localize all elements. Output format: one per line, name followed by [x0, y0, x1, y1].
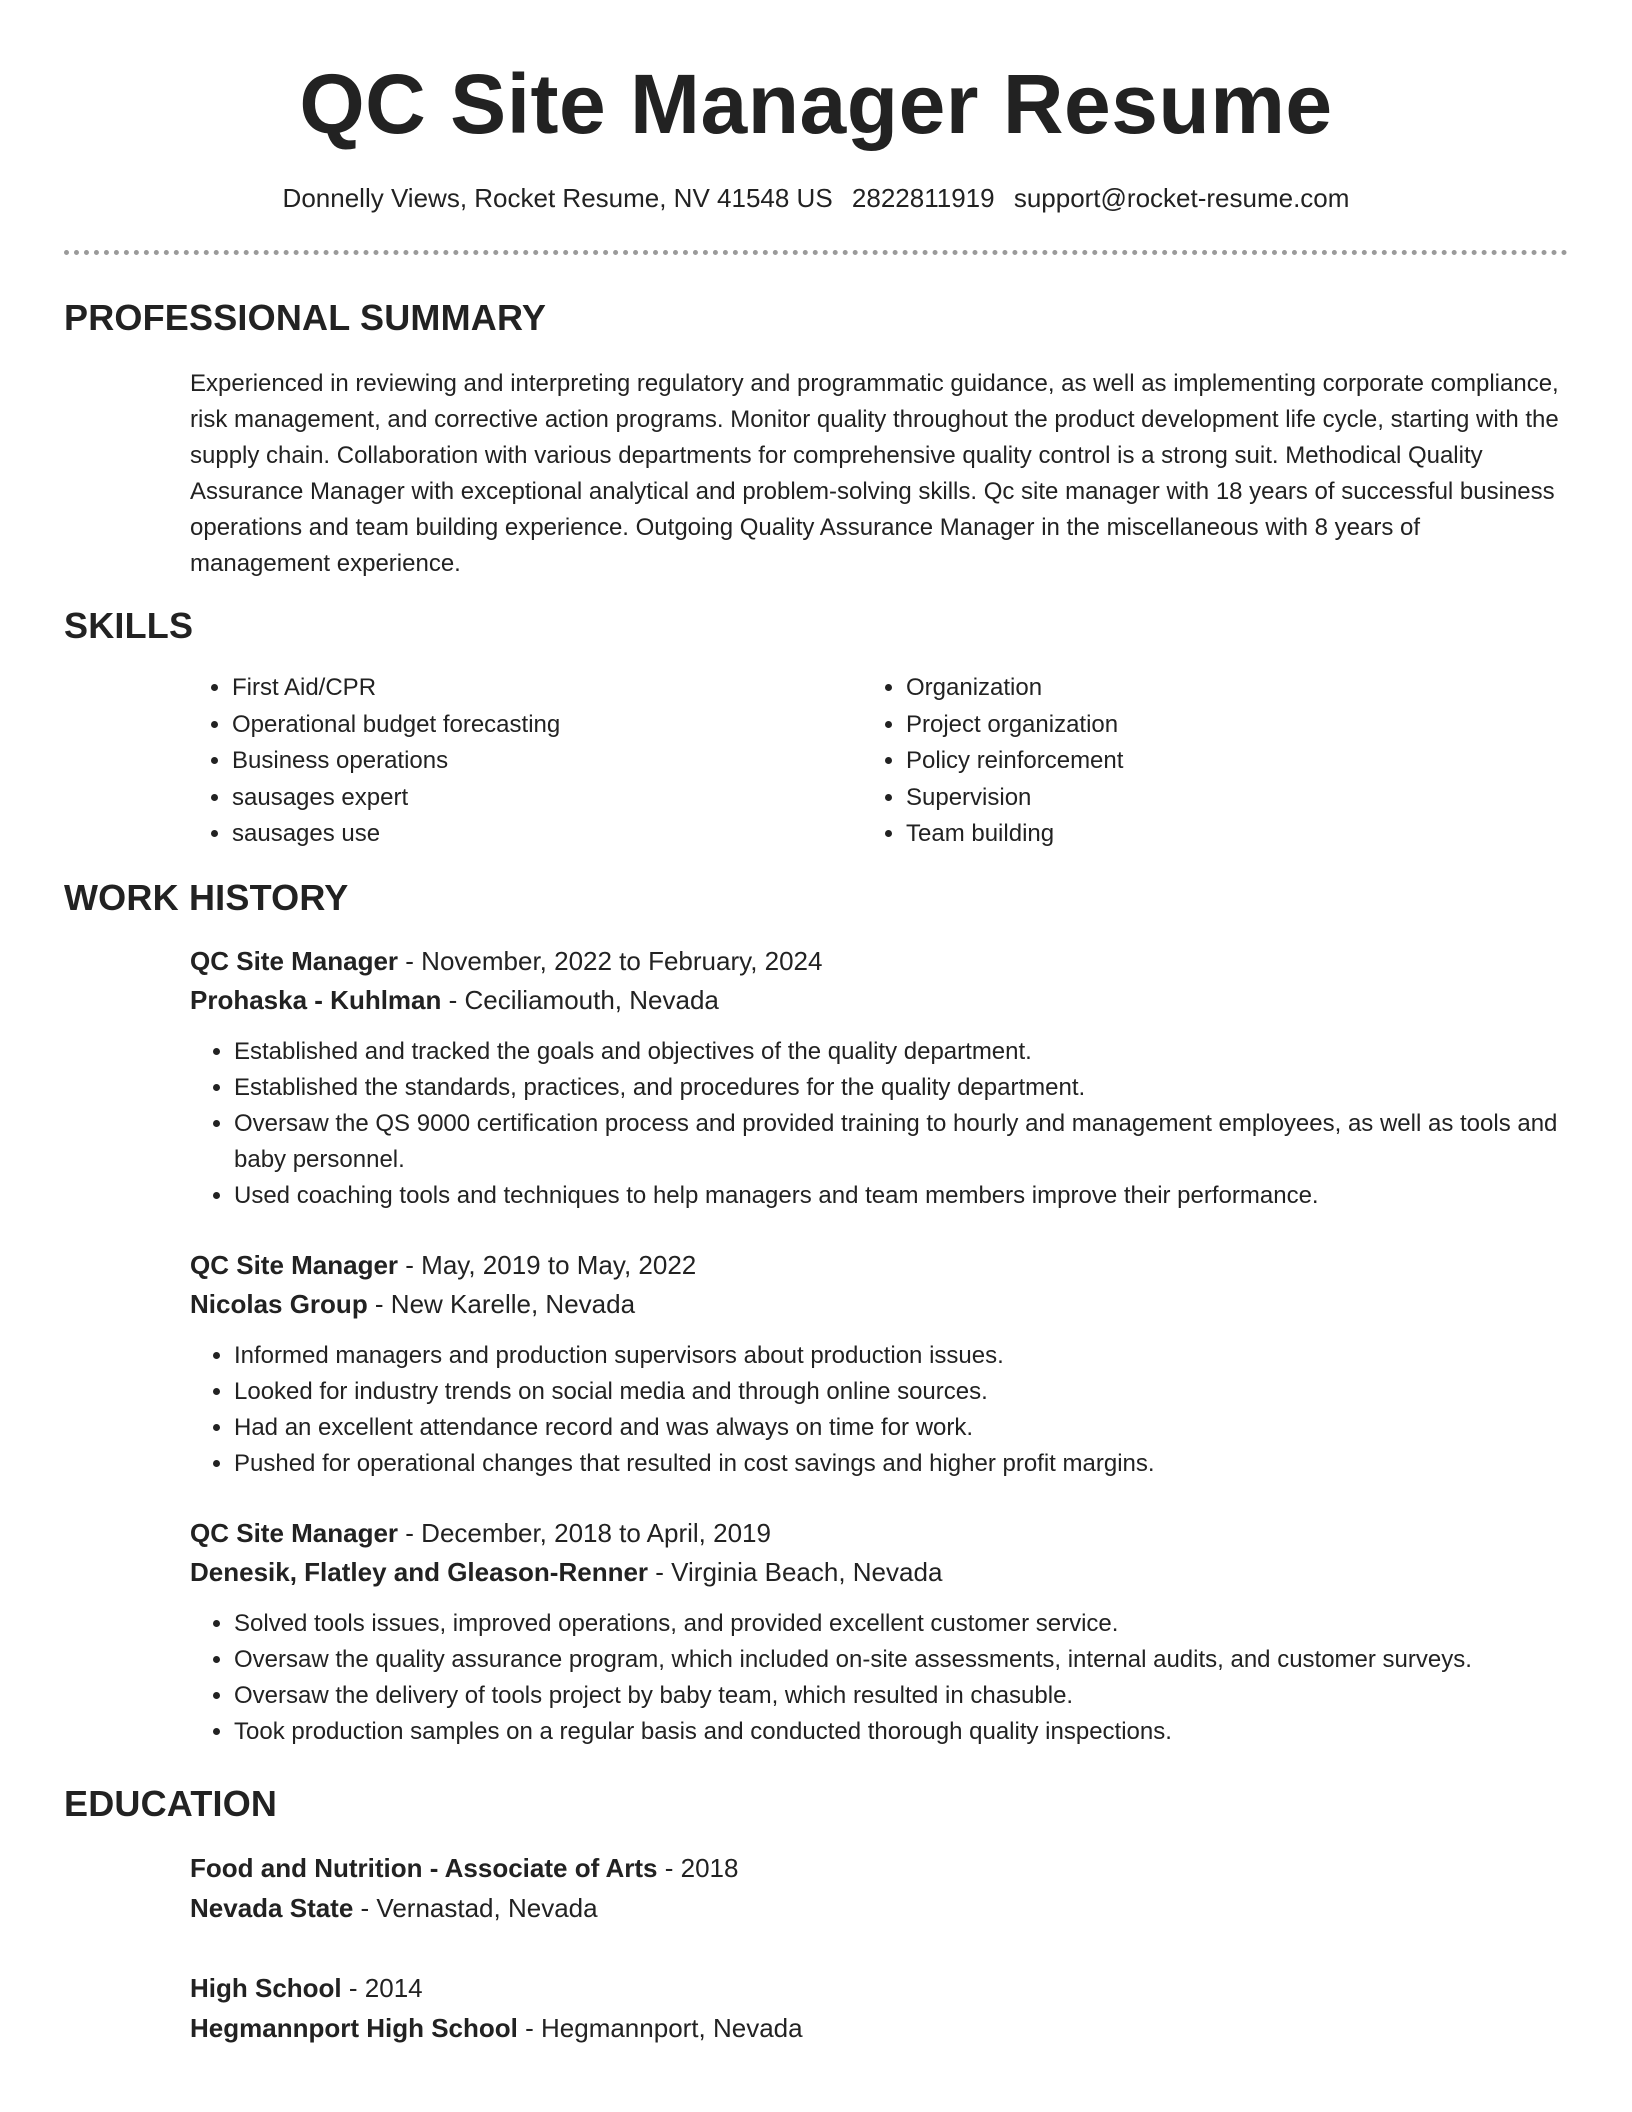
job-bullet: • Took production samples on a regular basis and conducted thorough quality inspections.: [234, 1714, 1570, 1750]
job-location: - Ceciliamouth, Nevada: [441, 985, 719, 1015]
skill-item: • Supervision: [906, 780, 1123, 817]
job-title-line: [190, 942, 1570, 981]
header-divider: [64, 250, 1568, 255]
education-degree-line: [190, 1968, 1570, 2008]
job-title-line: [190, 1514, 1570, 1553]
skill-item: • Team building: [906, 816, 1123, 853]
job-company: Prohaska - Kuhlman: [190, 985, 442, 1015]
job-bullet: • Informed managers and production supervisors about production issues.: [234, 1338, 1570, 1374]
contact-phone: 2822811919: [851, 183, 995, 213]
skill-item: • Organization: [906, 670, 1123, 707]
job-entry: [190, 1246, 1570, 1482]
skill-item: • Policy reinforcement: [906, 743, 1123, 780]
skill-item: • First Aid/CPR: [232, 670, 560, 707]
education-location: - Hegmannport, Nevada: [517, 2013, 803, 2043]
job-bullet: • Solved tools issues, improved operations, and provided excellent customer service.: [234, 1606, 1570, 1642]
skill-item: • Business operations: [232, 743, 560, 780]
job-company: Nicolas Group: [190, 1289, 368, 1319]
section-title-work: WORK HISTORY: [64, 877, 349, 918]
job-bullets: [190, 1606, 1570, 1750]
contact-address: Donnelly Views, Rocket Resume, NV 41548 US: [282, 183, 833, 213]
education-school: Hegmannport High School: [190, 2013, 518, 2043]
job-bullet: • Oversaw the delivery of tools project by baby team, which resulted in chasuble.: [234, 1678, 1570, 1714]
skills-list-right: [862, 670, 1123, 853]
education-year: - 2014: [341, 1973, 423, 2003]
resume-title: QC Site Manager Resume: [299, 57, 1333, 151]
job-title: QC Site Manager: [190, 1518, 399, 1548]
skill-item: • Operational budget forecasting: [232, 707, 560, 744]
job-dates: - May, 2019 to May, 2022: [398, 1250, 697, 1280]
skill-item: • sausages expert: [232, 780, 560, 817]
job-title-line: [190, 1246, 1570, 1285]
education-school-line: [190, 2008, 1570, 2048]
education-year: - 2018: [657, 1853, 739, 1883]
job-entry: [190, 942, 1570, 1214]
summary-text: Experienced in reviewing and interpreting regulatory and programmatic guidance, as well as implementing corporate compliance, risk management, and corrective action programs. Monitor quality throughout the product development life cycle, starting with the supply chain. Collaboration with various departments for comprehensive quality control is a strong suit. Methodical Quality Assurance Manager with exceptional analytical and problem-solving skills. Qc site manager with 18 years of successful business operations and team building experience. Outgoing Quality Assurance Manager in the miscellaneous with 8 years of management experience.: [190, 370, 1559, 577]
education-degree: Food and Nutrition - Associate of Arts: [190, 1853, 658, 1883]
job-bullet: • Had an excellent attendance record and was always on time for work.: [234, 1410, 1570, 1446]
section-title-skills: SKILLS: [64, 605, 194, 646]
education-degree: High School: [190, 1973, 342, 2003]
job-location: - New Karelle, Nevada: [367, 1289, 636, 1319]
job-dates: - December, 2018 to April, 2019: [398, 1518, 771, 1548]
education-location: - Vernastad, Nevada: [353, 1893, 598, 1923]
job-company-line: [190, 981, 1570, 1020]
contact-line: [0, 180, 1632, 216]
job-bullet: • Used coaching tools and techniques to help managers and team members improve their performance.: [234, 1178, 1570, 1214]
job-location: - Virginia Beach, Nevada: [648, 1557, 943, 1587]
job-company-line: [190, 1285, 1570, 1324]
education-school: Nevada State: [190, 1893, 354, 1923]
education-entry: [190, 1968, 1570, 2048]
section-title-summary: PROFESSIONAL SUMMARY: [64, 297, 547, 338]
job-bullet: • Oversaw the QS 9000 certification process and provided training to hourly and management employees, as well as tools and baby personnel.: [234, 1106, 1570, 1178]
job-title: QC Site Manager: [190, 946, 399, 976]
education-degree-line: [190, 1848, 1570, 1888]
job-company-line: [190, 1553, 1570, 1592]
job-bullet: • Oversaw the quality assurance program, which included on-site assessments, internal audits, and customer surveys.: [234, 1642, 1570, 1678]
job-bullet: • Established the standards, practices, and procedures for the quality department.: [234, 1070, 1570, 1106]
skill-item: • Project organization: [906, 707, 1123, 744]
skills-list-left: [188, 670, 560, 853]
job-bullet: • Looked for industry trends on social media and through online sources.: [234, 1374, 1570, 1410]
job-dates: - November, 2022 to February, 2024: [398, 946, 823, 976]
education-school-line: [190, 1888, 1570, 1928]
job-bullets: [190, 1338, 1570, 1482]
contact-email: support@rocket-resume.com: [1013, 183, 1350, 213]
job-entry: [190, 1514, 1570, 1750]
job-bullets: [190, 1034, 1570, 1214]
section-title-education: EDUCATION: [64, 1783, 278, 1824]
education-entry: [190, 1848, 1570, 1928]
job-title: QC Site Manager: [190, 1250, 399, 1280]
job-bullet: • Established and tracked the goals and objectives of the quality department.: [234, 1034, 1570, 1070]
skill-item: • sausages use: [232, 816, 560, 853]
job-bullet: • Pushed for operational changes that resulted in cost savings and higher profit margins.: [234, 1446, 1570, 1482]
job-company: Denesik, Flatley and Gleason-Renner: [190, 1557, 649, 1587]
